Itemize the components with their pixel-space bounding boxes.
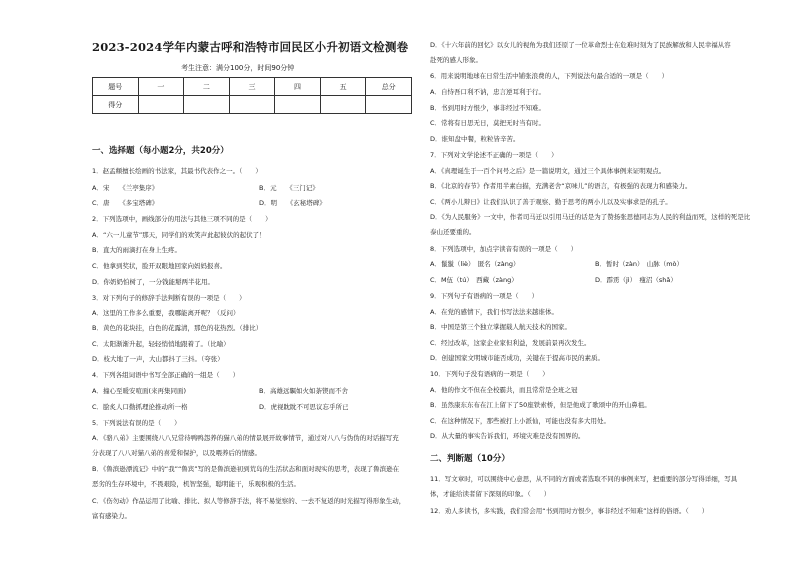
exam-title: 2023-2024学年内蒙古呼和浩特市回民区小升初语文检测卷 [92, 40, 409, 54]
q10-option-a: A．他的作文不但在全校霸共，而且常常是全班之冠 [430, 386, 578, 394]
question-10: 10．下列句子没有语病的一项是（ ） [430, 370, 549, 378]
q8-option-c: C．M伍（tú） 西藏（zàng） [430, 276, 518, 284]
question-9: 9．下列句子有语病的一项是（ ） [430, 292, 539, 300]
q5-option-d-line2: 赴死的感人形象。 [430, 56, 482, 64]
score-cell: 四 [275, 78, 321, 96]
question-4: 4．下列各组词语中书写全部正确的一组是（ ） [92, 371, 240, 379]
score-input-cell[interactable] [138, 96, 184, 114]
score-input-cell[interactable] [184, 96, 230, 114]
q4-option-d: D．虎视眈眈不可思议忘乎所已 [259, 403, 349, 411]
q3-option-c: C．太阳渐渐升起，轻轻悄悄地跟着了。（比喻） [92, 340, 230, 348]
score-cell: 一 [138, 78, 184, 96]
score-cell: 总分 [366, 78, 412, 96]
q9-option-b: B．中国是第三个独立掌握载人航天技术的国家。 [430, 323, 571, 331]
q9-option-c: C．经过改革，这家企业家但利益，发展前景再次发生。 [430, 339, 591, 347]
score-input-cell[interactable] [275, 96, 321, 114]
q6-option-c: C．常将有日思无日，莫把无时当有时。 [430, 119, 546, 127]
q6-option-b: B．书到用时方恨少，事非经过不知难。 [430, 104, 545, 112]
q10-option-d: D．从大量的事实告诉我们，环境灾难是没有国界的。 [430, 432, 585, 440]
q4-option-a: A．撞心至暖安喧面(来再集同面) [92, 387, 187, 395]
question-11-line2: 体，才能给读者留下深刻的印象。（ ） [430, 490, 551, 498]
q5-option-b-line2: 恶劣的生存环境中，不畏艰险，机智坚强，聪明能干，乐观积极的生活。 [92, 480, 300, 488]
q7-option-d-line2: 泰山还要重的。 [430, 228, 476, 236]
question-3: 3．对下列句子的修辞手法判断有误的一项是（ ） [92, 294, 246, 302]
score-input-cell[interactable] [366, 96, 412, 114]
q2-option-a: A．“六一儿童节”那天，同学们的欢笑声此起彼伏的起伏了！ [92, 231, 266, 239]
score-input-cell[interactable] [229, 96, 275, 114]
q3-option-b: B．黄色的花块挂，白色的花露清，那色的花热烈。（排比） [92, 324, 263, 332]
score-cell: 得分 [93, 96, 139, 114]
q5-option-c-line2: 富有感染力。 [92, 512, 131, 520]
exam-note: 考生注意：满分100分，时间90分钟 [181, 64, 295, 72]
q7-option-c: C．《两小儿辩日》让我们认识了善于观察、勤于思考的两小儿以及实事求是的孔子。 [430, 198, 672, 206]
question-2: 2．下列选项中，画线部分的用法与其他三项不同的是（ ） [92, 215, 272, 223]
q3-option-d: D．枝大地了一声，大山都抖了三抖。（夸张） [92, 355, 224, 363]
score-input-cell[interactable] [320, 96, 366, 114]
score-cell: 二 [184, 78, 230, 96]
q5-option-d-line1: D．《十六年前的回忆》以女儿的视角为我们还原了一位革命烈士在危难时刻为了民族解放和人民幸福从容 [430, 41, 731, 49]
q10-option-b: B．虽然康东东布在江上留下了50座铁索桥，但是他成了歌颂中的开山鼻祖。 [430, 401, 651, 409]
q2-option-d: D．你奶奶怕树了，一分钱能掰两半花用。 [92, 278, 215, 286]
q3-option-a: A．这里的工作多么重要，我哪能离开呢？（反问） [92, 309, 240, 317]
score-table-score-row [93, 96, 412, 114]
q6-option-d: D．谁知盘中餐，粒粒皆辛苦。 [430, 135, 520, 143]
q4-option-b: B．高雄远瞩如火如荼锲而不舍 [259, 387, 348, 395]
section-heading-choice: 一、选择题（每小题2分，共20分） [92, 146, 229, 156]
q1-option-d: D．明 《玄秘塔碑》 [259, 199, 326, 207]
q7-option-a: A．《真理诞生于一百个问号之后》是一篇说明文，通过三个具体事例来证明观点。 [430, 167, 666, 175]
q7-option-d-line1: D．《为人民服务》一文中，作者司马迁以引用马迁的话是为了赞扬张思德同志为人民的利益而死，这样的死是比 [430, 213, 751, 221]
question-1: 1．赵孟頫擅长绘画的书法家，其最书代表作之一。（ ） [92, 167, 262, 175]
q8-option-d: D．霹雳（jì） 瘦沼（shǎ） [595, 276, 677, 284]
score-cell: 五 [320, 78, 366, 96]
q8-option-b: B．暂时（zàn） 山脉（mò） [595, 260, 684, 268]
q8-option-a: A．鬣鬣（liè） 匿名（zàng） [430, 260, 520, 268]
q9-option-a: A．在党的感情下，我们书写法法来越谁体。 [430, 308, 558, 316]
score-cell: 三 [229, 78, 275, 96]
question-12: 12．劝人多读书，多实践，我们常会用“书到用时方恨少，事非经过不知难”这样的俗语。（ ） [430, 507, 709, 515]
q2-option-b: B．直大的雨滴打在身上生疼。 [92, 246, 181, 254]
q7-option-b: B．《北京的春节》作者用半素白描，充满老舍“京味儿”的语言，有极强的表现力和感染力。 [430, 182, 692, 190]
q6-option-a: A．自恃吾口利不讷，忠言逆耳利于行。 [430, 88, 545, 96]
q5-option-a-line1: A．《骆八弟》主要围绕八八兄常待鸭鸭怨养的猫八弟的情景展开故事情节，通过对八八与伪伪的对话描写充 [92, 434, 399, 442]
section-heading-judgement: 二、判断题（10分） [430, 454, 510, 464]
q5-option-c-line1: C．《伤勿动》作品运用了比喻、排比、拟人等修辞手法，将不易觉察的、一去不复返的时光描写得形象生动， [92, 497, 406, 505]
q2-option-c: C．他拿到奖状，脸开双眼地回家向妈妈报喜。 [92, 262, 227, 270]
score-table [92, 77, 412, 114]
q1-option-a: A．宋 《兰亭集序》 [92, 184, 159, 192]
question-8: 8．下列选项中，加点字读音有误的一项是（ ） [430, 245, 578, 253]
question-11-line1: 11．写文章时，可以围绕中心意思，从不同的方面或者选取不同的事例来写，把重要的部分写得详细，写具 [430, 475, 738, 483]
q9-option-d: D．创建国家文明城市能否成功，关键在于提高市民的素质。 [430, 354, 605, 362]
q1-option-b: B．元 《三门记》 [259, 184, 319, 192]
score-cell: 题号 [93, 78, 139, 96]
question-5: 5．下列说法有误的是（ ） [92, 419, 181, 427]
question-6: 6．用来说明地球在日常生活中铺张浪费的人，下列说法句最合适的一项是（ ） [430, 72, 669, 80]
q4-option-c: C．脍炙人口勤抓理论推动所一格 [92, 403, 188, 411]
q5-option-b-line1: B．《鲁滨逊漂流记》中的“我”“鲁宾”写的是鲁滨逊初到荒岛的生活状态和面对现实的思考，表现了鲁滨逊在 [92, 465, 400, 473]
q10-option-c: C．在这种情况下，那些被打上小派仙，可能也没有多大用处。 [430, 417, 611, 425]
score-table-header-row [93, 78, 412, 96]
question-7: 7．下列对文学论述不正确的一项是（ ） [430, 151, 558, 159]
q1-option-c: C．唐 《多宝塔碑》 [92, 199, 159, 207]
q5-option-a-line2: 分表现了八八对猫八弟的喜爱和保护，以及喂养后的情感。 [92, 449, 261, 457]
